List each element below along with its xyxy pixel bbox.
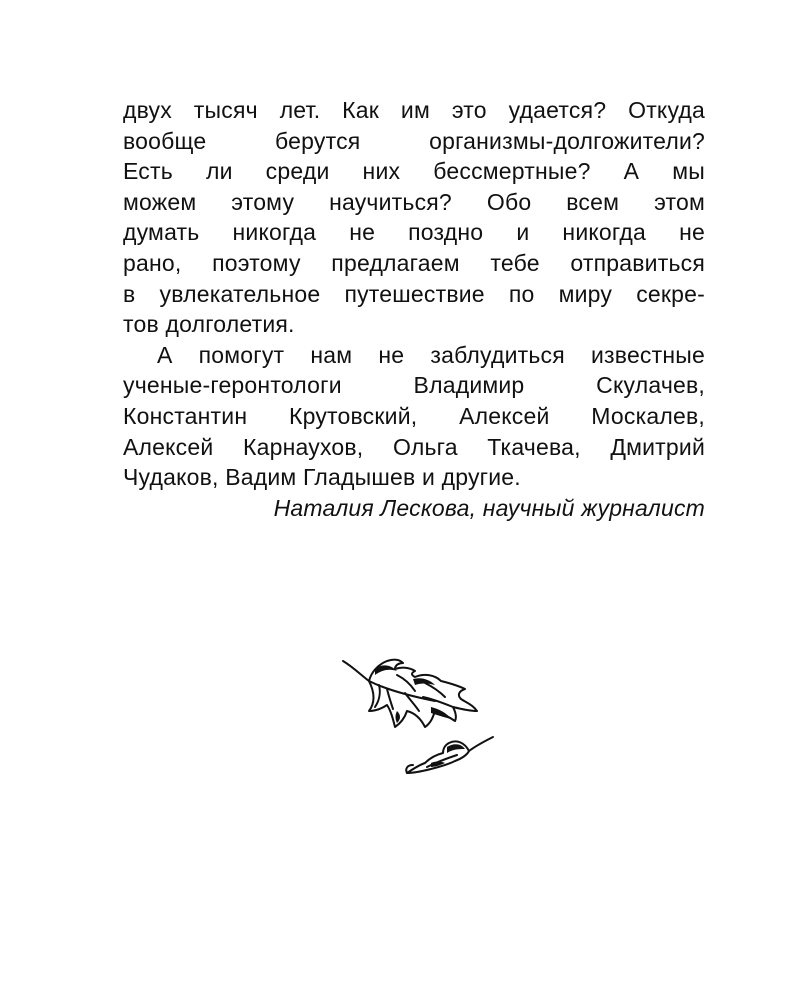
text-line: рано, поэтому предлагаем тебе отправиться — [123, 249, 705, 276]
text-line: можем этому научиться? Обо всем этом — [123, 188, 705, 215]
text-line: ученые-геронтологи Владимир Скулачев, — [123, 372, 705, 399]
text-line: Есть ли среди них бессмертные? А мы — [123, 158, 705, 185]
text-line: тов долголетия. — [123, 311, 295, 338]
text-line: Алексей Карнаухов, Ольга Ткачева, Дмитрий — [123, 433, 705, 460]
text-line: Чудаков, Вадим Гладышев и другие. — [123, 464, 521, 491]
maple-leaf-icon — [343, 660, 477, 727]
paragraph-2 — [123, 340, 705, 493]
text-line: двух тысяч лет. Как им это удается? Откуда — [123, 97, 705, 123]
text-line: в увлекательное путешествие по миру секре- — [123, 280, 705, 307]
text-line: А помогут нам не заблудиться известные — [157, 341, 705, 368]
author-signature: Наталия Лескова, научный журналист — [273, 494, 705, 521]
paragraph-1 — [123, 95, 705, 340]
falling-leaves-icon — [335, 645, 505, 785]
curled-leaf-icon — [406, 737, 493, 773]
text-line: Константин Крутовский, Алексей Москалев, — [123, 402, 705, 429]
text-line: вообще берутся организмы-долгожители? — [123, 127, 705, 154]
text-line: думать никогда не поздно и никогда не — [123, 219, 705, 246]
text-block — [123, 95, 705, 523]
